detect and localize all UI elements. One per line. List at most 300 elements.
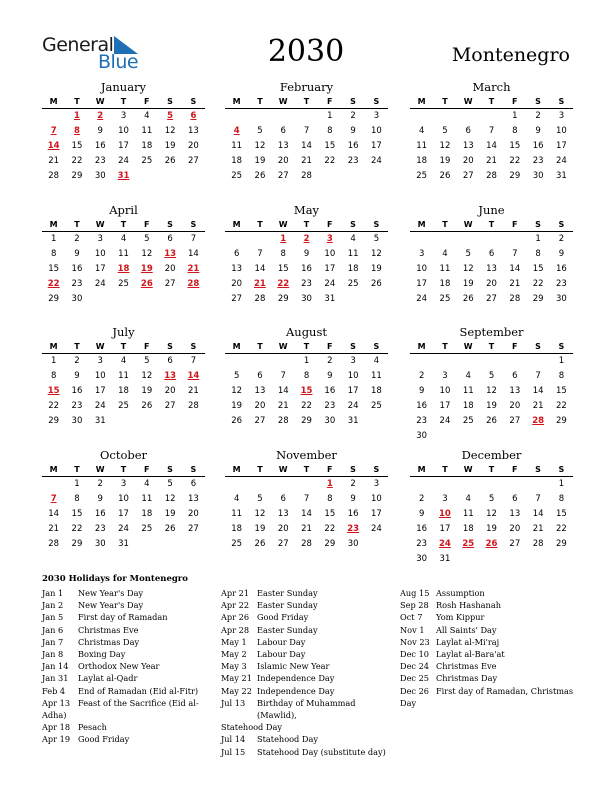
day-cell: 14 (48, 509, 60, 519)
empty-cell (503, 477, 526, 492)
holiday-column (221, 587, 397, 758)
day-cell: 27 (231, 294, 243, 304)
weekday-header (225, 463, 388, 477)
day-cell: 24 (416, 294, 428, 304)
weekday-header (225, 340, 388, 354)
day-cell: 13 (231, 264, 243, 274)
day-cell: 17 (439, 401, 451, 411)
weekday-label: T (120, 342, 127, 351)
day-cell: 9 (74, 371, 80, 381)
day-cell: 1 (512, 111, 518, 121)
holiday-day-cell: 2 (303, 234, 310, 244)
holiday-date: Apr 26 (221, 612, 250, 623)
day-cell: 11 (371, 371, 382, 381)
day-cell: 13 (509, 509, 521, 519)
day-cell: 16 (71, 264, 83, 274)
day-cell: 29 (301, 416, 312, 426)
holiday-day-cell: 22 (47, 279, 60, 289)
holiday-row (221, 721, 397, 733)
day-cell: 24 (324, 279, 336, 289)
day-cell: 17 (416, 279, 428, 289)
day-cell: 5 (257, 494, 263, 504)
holiday-date: Feb 4 (42, 685, 66, 696)
month-name: October (99, 448, 148, 462)
weekday-label: W (95, 97, 105, 106)
weekday-label: M (232, 465, 241, 474)
weekday-label: F (144, 342, 150, 351)
day-cell: 10 (118, 494, 129, 504)
day-cell: 1 (50, 356, 57, 366)
holiday-day-cell: 14 (47, 141, 60, 151)
day-grid (42, 109, 205, 184)
day-cell: 1 (535, 234, 541, 244)
holiday-day-cell: 26 (140, 279, 153, 289)
weekday-label: F (144, 465, 150, 474)
day-cell: 25 (416, 171, 428, 181)
day-cell: 19 (371, 264, 382, 274)
weekday-label: S (373, 97, 380, 106)
day-cell: 6 (465, 126, 471, 136)
holiday-day-cell: 24 (439, 539, 451, 549)
country-name: Montenegro (451, 44, 570, 66)
day-cell: 26 (164, 156, 176, 166)
weekday-label: S (190, 465, 197, 474)
holiday-row (221, 648, 397, 660)
day-cell: 7 (257, 249, 263, 259)
day-cell: 2 (418, 371, 425, 381)
holiday-date: Jan 2 (42, 600, 64, 611)
day-cell: 21 (532, 401, 544, 411)
day-cell: 26 (231, 416, 243, 426)
holiday-date: Apr 28 (221, 624, 250, 635)
weekday-label: M (417, 220, 426, 229)
holiday-date: Jan 14 (42, 661, 69, 672)
day-cell: 20 (509, 524, 521, 534)
day-cell: 20 (277, 156, 289, 166)
day-cell: 19 (462, 279, 474, 289)
holiday-row (400, 697, 576, 709)
day-cell: 22 (324, 156, 336, 166)
day-cell: 9 (303, 249, 310, 259)
day-cell: 12 (164, 126, 176, 136)
day-cell: 22 (71, 524, 83, 534)
weekday-label: S (535, 342, 541, 351)
day-cell: 28 (486, 171, 497, 181)
weekday-label: F (144, 220, 150, 229)
day-cell: 4 (373, 356, 380, 366)
holiday-day-cell: 22 (277, 279, 290, 289)
holiday-name: Laylat al-Mi'raj (436, 636, 500, 647)
day-cell: 14 (532, 509, 544, 519)
day-cell: 7 (535, 371, 541, 381)
day-cell: 2 (350, 111, 356, 121)
empty-cell (225, 354, 248, 369)
empty-cell (480, 232, 503, 247)
empty-cell (42, 477, 65, 492)
day-cell: 7 (512, 249, 518, 259)
day-cell: 8 (303, 371, 310, 381)
day-cell: 16 (347, 509, 359, 519)
day-cell: 16 (556, 264, 567, 274)
day-cell: 30 (71, 294, 83, 304)
day-cell: 23 (416, 416, 428, 426)
day-cell: 21 (532, 524, 544, 534)
day-cell: 3 (442, 494, 448, 504)
empty-cell (526, 477, 549, 492)
empty-cell (503, 354, 526, 369)
holiday-date: Aug 15 (400, 588, 430, 598)
holiday-day-cell: 8 (73, 126, 80, 136)
day-cell: 23 (532, 156, 544, 166)
weekday-header (410, 463, 573, 477)
day-cell: 6 (233, 249, 240, 259)
day-cell: 8 (558, 371, 565, 381)
holiday-date: May 2 (221, 649, 247, 660)
day-cell: 6 (512, 371, 518, 381)
day-cell: 12 (486, 386, 497, 396)
holiday-row (42, 587, 218, 599)
holiday-date: Apr 13 (42, 697, 71, 708)
weekday-label: T (488, 465, 495, 474)
holiday-date: Apr 22 (221, 600, 250, 611)
holiday-date: Adha) (42, 710, 67, 721)
day-cell: 24 (347, 401, 359, 411)
holiday-row (221, 672, 397, 684)
weekday-header (42, 340, 205, 354)
weekday-header (410, 340, 573, 354)
day-cell: 17 (439, 524, 451, 534)
day-grid (225, 354, 388, 429)
day-cell: 30 (416, 554, 428, 564)
weekday-label: T (303, 465, 310, 474)
weekday-label: F (327, 465, 333, 474)
holiday-name: Laylat al-Bara'at (436, 649, 505, 660)
day-cell: 17 (324, 264, 336, 274)
day-cell: 26 (164, 524, 176, 534)
weekday-label: T (257, 342, 263, 351)
empty-cell (433, 477, 456, 492)
month-october (42, 448, 205, 552)
weekday-label: S (373, 220, 380, 229)
weekday-label: S (350, 465, 356, 474)
holiday-date: Apr 19 (42, 734, 71, 745)
day-cell: 2 (97, 479, 103, 489)
day-cell: 28 (277, 416, 289, 426)
day-cell: 14 (301, 141, 312, 151)
day-cell: 9 (558, 249, 565, 259)
day-cell: 20 (509, 401, 521, 411)
day-cell: 3 (442, 371, 448, 381)
day-cell: 16 (94, 141, 106, 151)
day-cell: 5 (144, 356, 150, 366)
day-cell: 23 (416, 539, 428, 549)
day-grid (410, 354, 573, 444)
calendar-year: 2030 (267, 34, 345, 69)
day-cell: 3 (120, 111, 127, 121)
day-grid (225, 109, 388, 184)
holiday-day-cell: 7 (50, 494, 57, 504)
day-cell: 26 (371, 279, 382, 289)
holiday-day-cell: 7 (50, 126, 57, 136)
weekday-label: W (278, 342, 288, 351)
month-name: June (478, 203, 505, 217)
holiday-name: New Year's Day (78, 600, 144, 611)
day-grid (410, 232, 573, 307)
day-cell: 8 (327, 494, 333, 504)
day-cell: 18 (231, 156, 243, 166)
weekday-label: T (120, 97, 127, 106)
empty-cell (480, 109, 503, 124)
holiday-name: Easter Sunday (257, 600, 318, 611)
day-cell: 10 (439, 386, 451, 396)
day-cell: 25 (462, 416, 474, 426)
day-cell: 18 (141, 141, 153, 151)
holiday-row (400, 636, 576, 648)
day-cell: 30 (94, 539, 106, 549)
day-cell: 11 (231, 509, 243, 519)
day-cell: 10 (118, 126, 129, 136)
weekday-label: S (350, 342, 356, 351)
empty-cell (410, 232, 433, 247)
day-cell: 10 (556, 126, 567, 136)
day-cell: 25 (141, 524, 153, 534)
day-cell: 3 (558, 111, 565, 121)
month-may (225, 203, 388, 307)
day-cell: 19 (164, 141, 176, 151)
holiday-name: Labour Day (257, 636, 306, 647)
day-grid (410, 109, 573, 184)
holiday-day-cell: 2 (97, 111, 104, 121)
logo-text-blue: Blue (98, 51, 139, 73)
empty-cell (410, 354, 433, 369)
day-cell: 26 (462, 294, 474, 304)
day-cell: 24 (556, 156, 567, 166)
holiday-date: Dec 26 (400, 685, 430, 696)
day-cell: 9 (97, 126, 103, 136)
day-cell: 3 (97, 234, 103, 244)
day-cell: 21 (509, 279, 521, 289)
month-name: May (293, 203, 320, 217)
holiday-date: Jan 5 (42, 612, 64, 623)
weekday-label: S (558, 465, 565, 474)
empty-cell (248, 477, 271, 492)
day-cell: 9 (327, 371, 333, 381)
day-cell: 12 (371, 249, 382, 259)
day-cell: 17 (556, 141, 567, 151)
day-cell: 6 (190, 479, 197, 489)
day-cell: 4 (465, 371, 471, 381)
holiday-day-cell: 28 (532, 416, 545, 426)
day-cell: 16 (94, 509, 106, 519)
day-cell: 6 (512, 494, 518, 504)
month-name: March (472, 80, 511, 94)
month-name: September (459, 325, 524, 339)
holiday-column (400, 587, 576, 709)
day-cell: 30 (532, 171, 544, 181)
day-cell: 26 (254, 171, 266, 181)
holiday-name: Statehood Day (substitute day) (257, 746, 386, 757)
day-cell: 13 (188, 126, 199, 136)
day-cell: 31 (324, 294, 336, 304)
day-cell: 9 (535, 126, 541, 136)
weekday-header (225, 95, 388, 109)
weekday-header (42, 95, 205, 109)
day-cell: 25 (118, 401, 129, 411)
day-cell: 22 (324, 524, 336, 534)
holiday-date: May 21 (221, 673, 252, 684)
holiday-row (42, 733, 218, 745)
day-cell: 24 (94, 279, 106, 289)
holiday-name: Easter Sunday (257, 624, 318, 635)
weekday-label: S (167, 342, 173, 351)
weekday-header (225, 218, 388, 232)
holiday-name: Yom Kippur (436, 612, 485, 623)
holiday-name: New Year's Day (78, 588, 144, 598)
holiday-date: Sep 28 (400, 600, 429, 611)
empty-cell (433, 354, 456, 369)
day-cell: 31 (556, 171, 567, 181)
holiday-name: Christmas Eve (78, 624, 139, 635)
day-cell: 20 (188, 141, 199, 151)
day-cell: 17 (118, 509, 129, 519)
day-cell: 25 (371, 401, 382, 411)
day-cell: 23 (301, 279, 312, 289)
day-cell: 26 (486, 416, 497, 426)
weekday-label: T (120, 220, 127, 229)
day-cell: 20 (231, 279, 243, 289)
weekday-label: S (167, 465, 173, 474)
holiday-name: Islamic New Year (257, 661, 330, 672)
day-cell: 16 (416, 401, 428, 411)
day-cell: 7 (535, 494, 541, 504)
holiday-day-cell: 1 (326, 479, 333, 489)
holiday-date: May 22 (221, 685, 252, 696)
holiday-date: Dec 25 (400, 673, 430, 684)
holiday-row (42, 624, 218, 636)
day-cell: 16 (301, 264, 312, 274)
weekday-label: T (257, 97, 263, 106)
day-cell: 11 (118, 249, 129, 259)
holiday-row (42, 599, 218, 611)
holiday-day-cell: 23 (347, 524, 360, 534)
day-cell: 31 (347, 416, 359, 426)
weekday-label: T (120, 465, 127, 474)
day-cell: 7 (303, 494, 310, 504)
day-cell: 29 (556, 416, 567, 426)
day-cell: 16 (71, 386, 83, 396)
day-cell: 9 (350, 126, 356, 136)
weekday-label: W (463, 342, 473, 351)
day-cell: 17 (371, 141, 382, 151)
day-cell: 19 (231, 401, 243, 411)
day-cell: 11 (231, 141, 243, 151)
logo-text-general: General (42, 34, 114, 56)
day-cell: 1 (327, 111, 333, 121)
day-cell: 17 (94, 386, 106, 396)
weekday-label: W (95, 342, 105, 351)
day-cell: 17 (94, 264, 106, 274)
weekday-label: W (95, 220, 105, 229)
empty-cell (457, 232, 480, 247)
empty-cell (526, 354, 549, 369)
day-cell: 25 (231, 171, 243, 181)
day-cell: 12 (254, 509, 266, 519)
day-cell: 1 (303, 356, 310, 366)
month-february (225, 80, 388, 184)
holiday-row (42, 660, 218, 672)
day-cell: 22 (509, 156, 521, 166)
weekday-label: S (350, 97, 356, 106)
empty-cell (295, 109, 318, 124)
weekday-label: S (190, 97, 197, 106)
day-cell: 29 (324, 539, 336, 549)
weekday-label: T (74, 465, 80, 474)
day-cell: 8 (535, 249, 541, 259)
holiday-row (400, 587, 576, 599)
holiday-day-cell: 4 (233, 126, 240, 136)
day-cell: 3 (97, 356, 103, 366)
weekday-label: F (512, 220, 518, 229)
day-cell: 2 (327, 356, 333, 366)
holiday-row (221, 587, 397, 599)
day-grid (225, 232, 388, 307)
month-april (42, 203, 205, 307)
day-cell: 17 (347, 386, 359, 396)
day-cell: 19 (439, 156, 451, 166)
day-cell: 10 (324, 249, 336, 259)
day-grid (42, 354, 205, 429)
holiday-name: Statehood Day (257, 734, 318, 745)
weekday-label: S (558, 97, 565, 106)
day-cell: 2 (558, 234, 565, 244)
day-cell: 17 (371, 509, 382, 519)
day-cell: 7 (280, 371, 286, 381)
month-september (410, 325, 573, 444)
day-cell: 24 (439, 416, 451, 426)
holiday-day-cell: 26 (485, 539, 498, 549)
day-cell: 18 (462, 401, 474, 411)
day-cell: 4 (120, 234, 127, 244)
weekday-label: W (463, 465, 473, 474)
day-cell: 8 (558, 494, 565, 504)
day-cell: 2 (74, 356, 80, 366)
day-cell: 5 (373, 234, 380, 244)
weekday-label: M (49, 97, 58, 106)
day-cell: 22 (301, 401, 312, 411)
day-cell: 23 (324, 401, 336, 411)
weekday-label: T (488, 220, 495, 229)
holiday-name: First day of Ramadan (78, 612, 168, 623)
day-cell: 31 (439, 554, 451, 564)
day-cell: 29 (556, 539, 567, 549)
day-cell: 21 (277, 401, 289, 411)
weekday-label: W (278, 465, 288, 474)
holiday-row (42, 721, 218, 733)
day-cell: 16 (324, 386, 336, 396)
day-cell: 29 (48, 294, 60, 304)
day-cell: 25 (231, 539, 243, 549)
holiday-day-cell: 1 (280, 234, 287, 244)
holiday-date: Dec 24 (400, 661, 430, 672)
day-grid (42, 232, 205, 307)
day-cell: 27 (188, 524, 199, 534)
day-cell: 14 (277, 386, 289, 396)
holiday-row (42, 648, 218, 660)
day-cell: 30 (347, 539, 359, 549)
day-cell: 29 (71, 539, 83, 549)
holiday-row (221, 697, 397, 721)
day-cell: 29 (277, 294, 289, 304)
